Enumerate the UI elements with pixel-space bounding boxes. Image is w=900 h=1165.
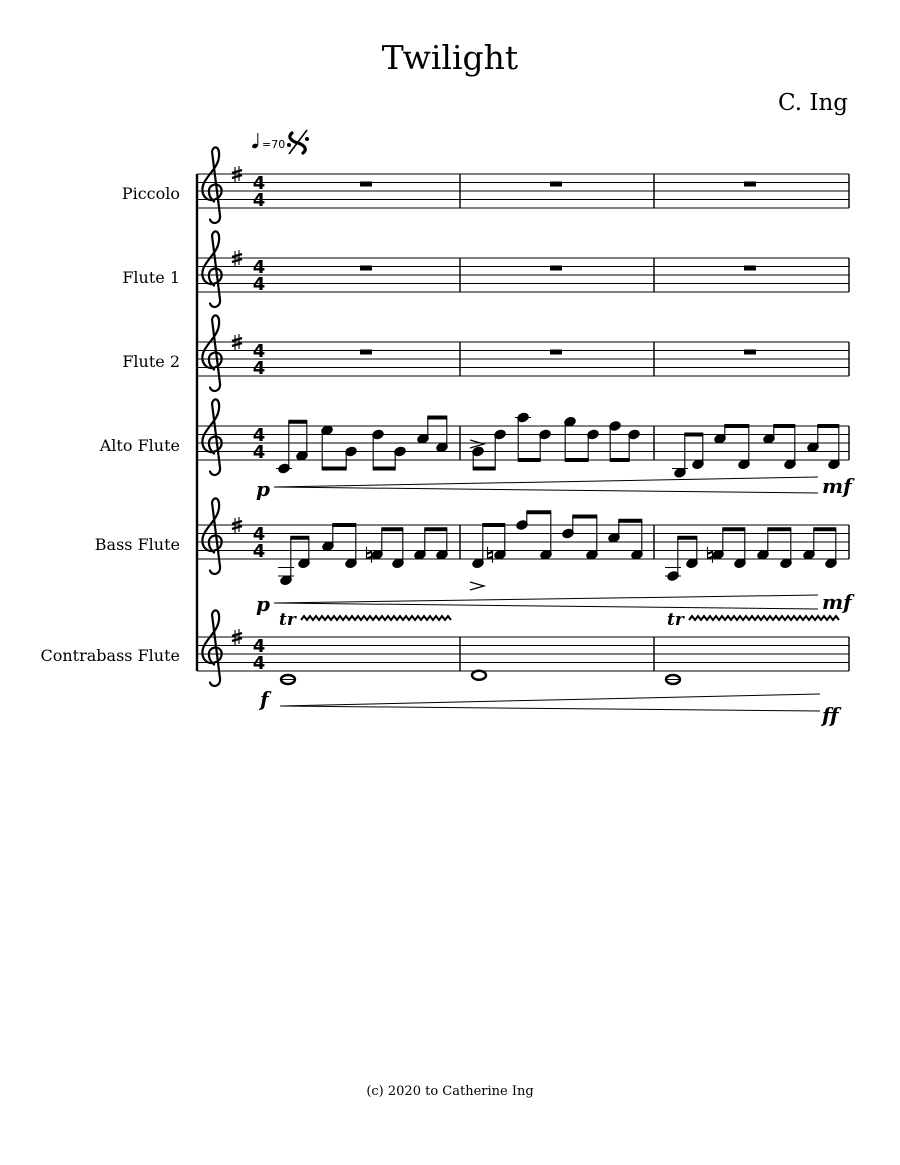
- instrument-label-contrabass-flute: Contrabass Flute: [40, 646, 180, 665]
- treble-clef-icon: [202, 610, 221, 686]
- instrument-label-alto-flute: Alto Flute: [99, 436, 180, 455]
- trill-mark: tr: [279, 610, 296, 630]
- staff-4: [197, 399, 849, 475]
- whole-rest: [550, 266, 562, 271]
- composer-name: C. Ing: [777, 90, 848, 116]
- time-signature-top: 4: [252, 636, 266, 657]
- time-signature-bottom: 4: [252, 442, 266, 463]
- whole-rest: [550, 182, 562, 187]
- whole-rest: [744, 266, 756, 271]
- time-signature-top: 4: [252, 341, 266, 362]
- treble-clef-icon: [202, 231, 221, 307]
- time-signature-top: 4: [252, 425, 266, 446]
- whole-rest: [744, 182, 756, 187]
- tempo-text: =70: [262, 138, 286, 151]
- time-signature-bottom: 4: [252, 358, 266, 379]
- crescendo-hairpin: [274, 477, 818, 487]
- whole-rest: [744, 350, 756, 355]
- natural-accidental: [708, 547, 713, 563]
- segno-icon: [287, 130, 309, 154]
- instrument-label-flute-2: Flute 2: [122, 352, 180, 371]
- dynamic-f-contrabass: f: [260, 687, 269, 711]
- time-signature-bottom: 4: [252, 541, 266, 562]
- dynamic-p-bass: p: [256, 592, 270, 616]
- crescendo-hairpin: [280, 694, 820, 706]
- crescendo-hairpin: [274, 595, 818, 603]
- crescendo-hairpin: [274, 487, 818, 493]
- treble-clef-icon: [202, 147, 221, 223]
- treble-clef-icon: [202, 498, 221, 574]
- tempo-marking: [251, 133, 285, 151]
- time-signature-top: 4: [252, 524, 266, 545]
- copyright-notice: (c) 2020 to Catherine Ing: [366, 1084, 534, 1099]
- dynamic-mf-alto: mf: [822, 474, 852, 498]
- whole-rest: [550, 350, 562, 355]
- accent-mark: [470, 440, 484, 448]
- whole-note: [472, 671, 486, 680]
- whole-rest: [360, 350, 372, 355]
- natural-accidental: [367, 547, 372, 563]
- time-signature-bottom: 4: [252, 190, 266, 211]
- whole-rest: [360, 266, 372, 271]
- treble-clef-icon: [202, 315, 221, 391]
- time-signature-bottom: 4: [252, 653, 266, 674]
- trill-mark: tr: [667, 610, 684, 630]
- instrument-label-piccolo: Piccolo: [121, 184, 180, 203]
- time-signature-top: 4: [252, 257, 266, 278]
- crescendo-hairpin: [274, 603, 818, 609]
- dynamic-mf-bass: mf: [822, 590, 852, 614]
- score-title: Twilight: [381, 38, 519, 77]
- time-signature-bottom: 4: [252, 274, 266, 295]
- instrument-label-bass-flute: Bass Flute: [94, 535, 180, 554]
- dynamic-p-alto: p: [256, 477, 270, 501]
- accent-mark: [470, 582, 484, 590]
- crescendo-hairpin: [280, 706, 820, 711]
- time-signature-top: 4: [252, 173, 266, 194]
- trill-wavy-line: [689, 616, 839, 620]
- whole-rest: [360, 182, 372, 187]
- dynamic-ff-contrabass: ff: [822, 703, 839, 727]
- instrument-label-flute-1: Flute 1: [122, 268, 180, 287]
- treble-clef-icon: [202, 399, 221, 475]
- natural-accidental: [488, 547, 493, 563]
- trill-wavy-line: [301, 616, 451, 620]
